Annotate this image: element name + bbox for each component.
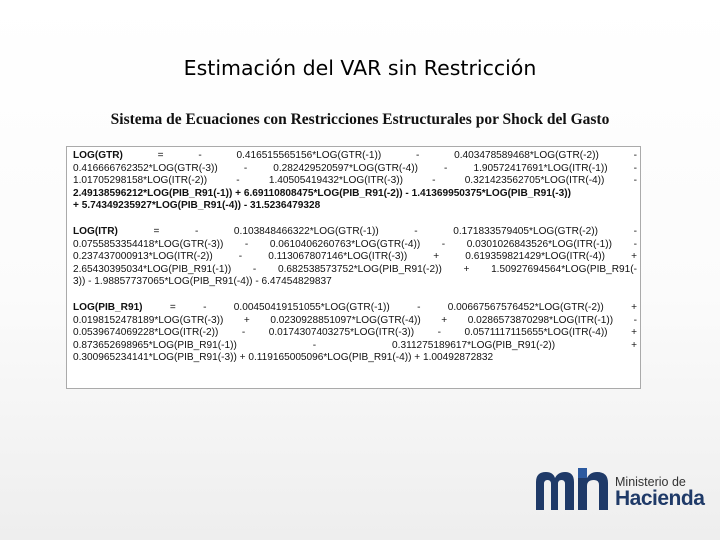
equation-block — [73, 150, 637, 213]
equation-term: 0.619359821429*LOG(ITR(-4)) — [465, 251, 605, 263]
equation-line — [73, 226, 637, 239]
equation-term: 0.403478589468*LOG(GTR(-2)) — [454, 150, 599, 161]
logo-line2: Hacienda — [615, 487, 705, 510]
equation-line — [73, 276, 637, 289]
equation-term: + — [631, 339, 637, 351]
slide-title: Estimación del VAR sin Restricción — [183, 56, 537, 80]
equation-term: - — [633, 175, 637, 187]
equation-term: 1.40505419432*LOG(ITR(-3)) — [268, 175, 403, 187]
equation-term: 0.171833579405*LOG(GTR(-2)) — [453, 225, 599, 237]
equation-term: 0.0571117115655*LOG(ITR(-4)) — [464, 327, 608, 339]
equation-term: 0.311275189617*LOG(PIB_R91(-2)) — [392, 339, 556, 351]
equation-term: 0.282429520597*LOG(GTR(-4)) — [273, 162, 418, 174]
equation-term: 2.65430395034*LOG(PIB_R91(-1)) — [73, 263, 232, 275]
equation-line — [73, 239, 637, 252]
equation-line — [73, 150, 637, 163]
equation-term: 0.00667567576452*LOG(GTR(-2)) — [447, 301, 604, 313]
equation-line — [73, 340, 637, 353]
equation-term: 2.49138596212*LOG(PIB_R91(-1)) + 6.69110808475*LOG(PIB_R91(-2)) - 1.41369950375*LOG(PIB_R91(-3)) — [73, 187, 571, 199]
equation-term: - — [432, 175, 436, 187]
equation-term: 0.113067807146*LOG(ITR(-3)) — [268, 251, 408, 263]
equation-term: - — [252, 263, 257, 275]
equation-term: 0.0230928851097*LOG(GTR(-4)) — [270, 314, 421, 326]
equation-term: + — [441, 314, 448, 326]
ministerio-hacienda-logo — [534, 466, 704, 516]
equation-term: 0.416515565156*LOG(GTR(-1)) — [236, 150, 382, 161]
equation-term: 0.0755853354418*LOG(GTR(-3)) — [73, 238, 224, 250]
logo-line1: Ministerio de — [615, 475, 686, 489]
equation-line — [73, 200, 637, 213]
equation-term: - — [238, 251, 243, 263]
equation-term: - — [241, 327, 246, 339]
equation-line — [73, 264, 637, 277]
equation-term: - — [236, 175, 240, 187]
equation-term: - — [633, 314, 637, 326]
equation-term: - — [203, 301, 207, 313]
equation-line — [73, 175, 637, 188]
equation-term: - — [417, 301, 421, 313]
equation-term: 1.01705298158*LOG(ITR(-2)) — [73, 175, 208, 187]
equation-line — [73, 315, 637, 328]
equation-term: 0.0610406260763*LOG(GTR(-4)) — [269, 238, 421, 250]
equation-term: - — [633, 162, 637, 174]
equation-term: + — [631, 251, 637, 263]
equation-term: 0.0301026843526*LOG(ITR(-1)) — [466, 238, 613, 250]
equation-term: 0.321423562705*LOG(ITR(-4)) — [464, 175, 605, 187]
equation-term: - — [198, 150, 202, 161]
equation-term: 0.0198152478189*LOG(GTR(-3)) — [73, 314, 224, 326]
equation-line — [73, 327, 637, 340]
equation-term: + — [433, 251, 440, 263]
equation-term: 0.0174307403275*LOG(ITR(-3)) — [268, 327, 415, 339]
equation-term: 0.00450419151055*LOG(GTR(-1)) — [233, 301, 390, 313]
equation-term: + — [463, 263, 470, 275]
equation-line — [73, 302, 637, 315]
equation-term: + — [631, 327, 637, 339]
mh-logo-mark-icon — [534, 466, 614, 512]
equation-term: 1.90572417691*LOG(ITR(-1)) — [473, 162, 608, 174]
equation-term: - — [312, 339, 317, 351]
equation-line — [73, 188, 637, 201]
equation-block — [73, 226, 637, 289]
equation-term: 1.50927694564*LOG(PIB_R91(- — [491, 263, 637, 275]
equation-term: - — [243, 162, 248, 174]
equation-term: - — [437, 327, 441, 339]
equation-term: 0.682538573752*LOG(PIB_R91(-2)) — [277, 263, 442, 275]
equation-term: - — [244, 238, 249, 250]
equation-term: - — [194, 225, 199, 237]
equation-term: - — [441, 238, 446, 250]
equation-term: - — [414, 225, 418, 237]
equation-term: 3)) - 1.98857737065*LOG(PIB_R91(-4)) - 6.47454829837 — [73, 276, 332, 288]
equation-term: - — [415, 150, 420, 161]
equation-term: - — [633, 238, 637, 250]
equation-term: 0.0539674069228*LOG(ITR(-2)) — [73, 327, 219, 339]
equation-term: + — [243, 314, 250, 326]
equation-term: 0.237437000913*LOG(ITR(-2)) — [73, 251, 213, 263]
equation-term: 0.103848466322*LOG(GTR(-1)) — [233, 225, 379, 237]
equation-term: = — [169, 301, 176, 313]
equation-line — [73, 251, 637, 264]
equation-term: 0.300965234141*LOG(PIB_R91(-3)) + 0.119165005096*LOG(PIB_R91(-4)) + 1.00492872832 — [73, 352, 494, 364]
equation-term: - — [633, 225, 637, 237]
equation-term: 0.0286573870298*LOG(ITR(-1)) — [467, 314, 614, 326]
equations-panel — [66, 146, 641, 389]
equation-term: LOG(ITR) — [73, 225, 118, 237]
equation-term: - — [633, 150, 637, 161]
equation-term: LOG(PIB_R91) — [73, 301, 143, 313]
equation-term: 0.416666762352*LOG(GTR(-3)) — [73, 162, 218, 174]
equation-term: 0.873652698965*LOG(PIB_R91(-1)) — [73, 339, 237, 351]
equation-term: = — [153, 225, 160, 237]
equation-line — [73, 163, 637, 176]
equation-term: + — [631, 301, 637, 313]
equation-term: - — [444, 162, 448, 174]
equation-term: = — [157, 150, 164, 161]
equation-block — [73, 302, 637, 365]
slide-subtitle: Sistema de Ecuaciones con Restricciones Estructurales por Shock del Gasto — [110, 111, 610, 128]
equation-line — [73, 352, 637, 365]
equation-term: + 5.74349235927*LOG(PIB_R91(-4)) - 31.5236479328 — [73, 200, 321, 212]
equation-term: LOG(GTR) — [73, 150, 123, 161]
